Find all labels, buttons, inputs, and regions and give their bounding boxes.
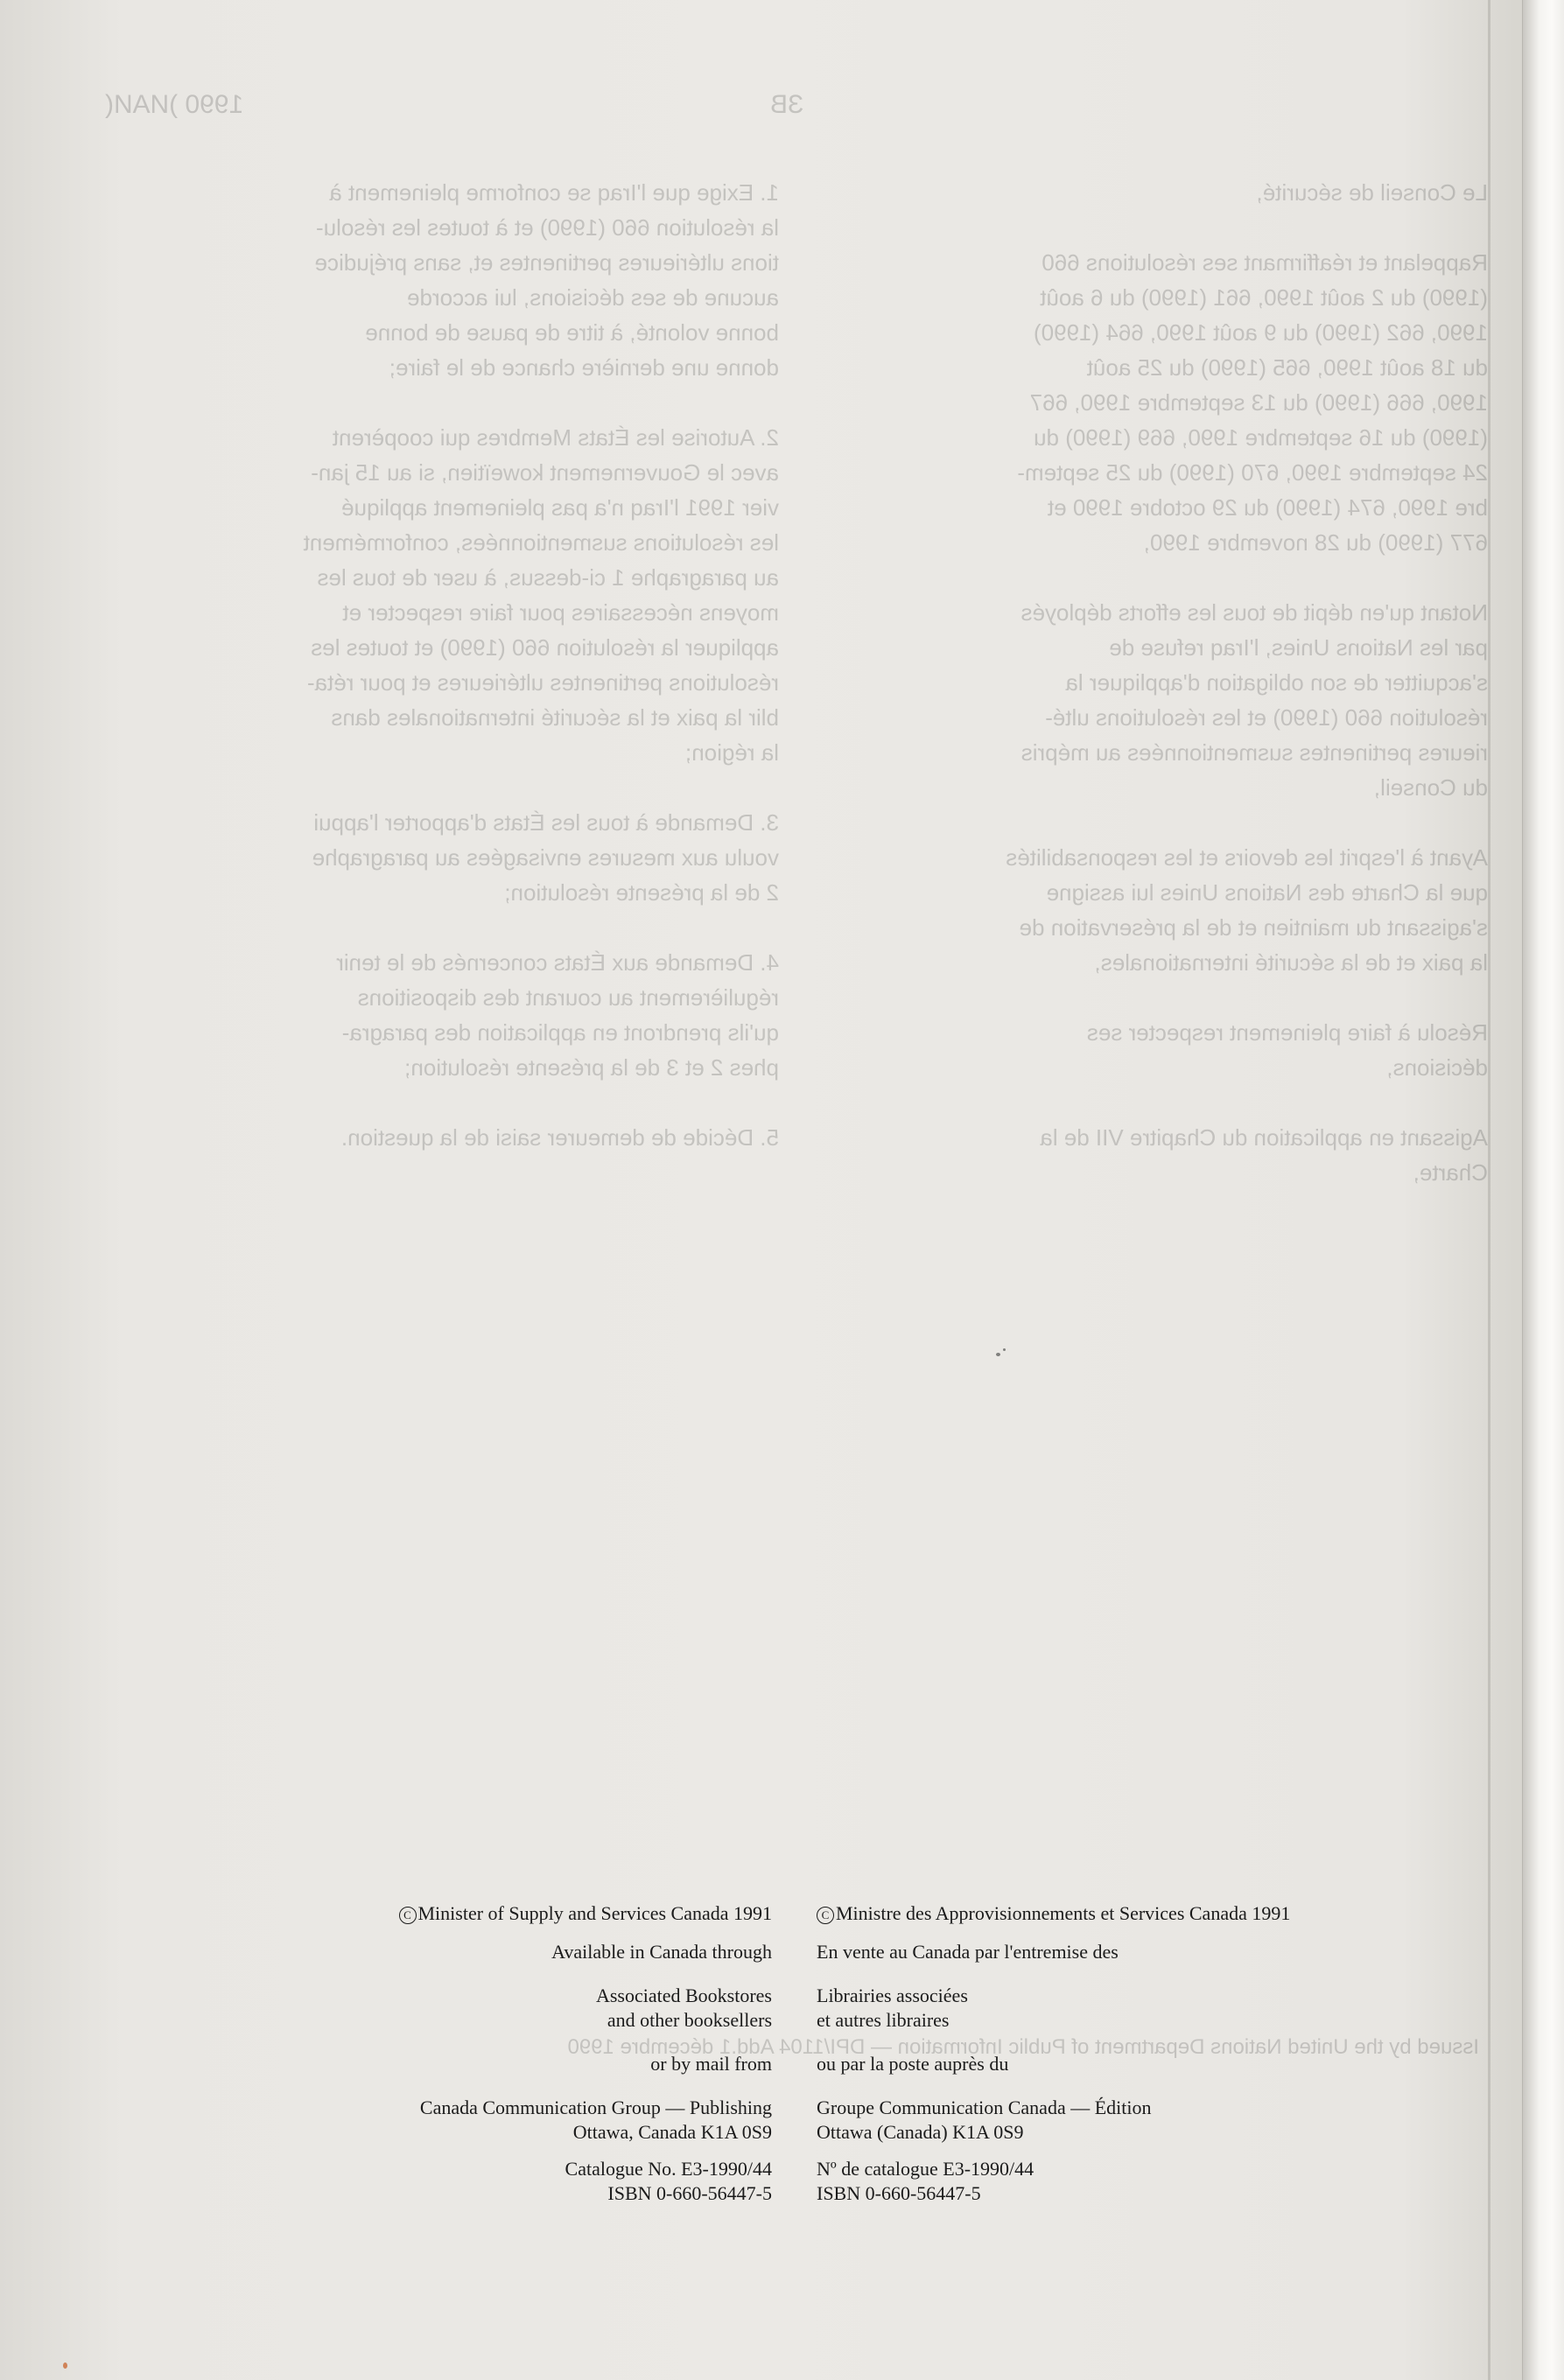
availability-line: En vente au Canada par l'entremise des	[817, 1941, 1119, 1963]
bleed-through-left-column: 1. Exige que l'Iraq se conforme pleinement à la résolution 660 (1990) et à toutes les résolu- tions ultérieures pertinentes et, sans préjudice aucune de ses décisions, lui accorde bonne volonté, à titre de pause de bonne donne une dernière chance de le faire; 2. Autorise les États Membres qui coopèrent avec le Gouvernement koweïtien, si au 15 jan- vier 1991 l'Iraq n'a pas pleinement appliqué les résolutions susmentionnées, conformément au paragraphe 1 ci-dessus, à user de tous les moyens nécessaires pour faire respecter et appliquer la résolution 660 (1990) et toutes les résolutions pertinentes ultérieures et pour réta- blir la paix et la sécurité internationales dans la région; 3. Demande à tous les États d'apporter l'appui voulu aux mesures envisagées au paragraphe 2 de la présente résolution; 4. Demande aux États concernés de le tenir régulièrement au courant des dispositions qu'ils prendront en application des paragra- phes 2 et 3 de la présente résolution; 5. Décide de demeurer saisi de la question.	[303, 179, 779, 1151]
address-line: Ottawa (Canada) K1A 0S9	[817, 2121, 1024, 2143]
mail-line: or by mail from	[650, 2053, 772, 2075]
bleed-through-page-number: ЗВ	[770, 90, 804, 119]
booksellers-line: and other booksellers	[607, 2009, 772, 2031]
imprint-english	[229, 1901, 772, 2206]
binding-edge	[1522, 0, 1564, 2380]
copyright-symbol: C	[399, 1907, 417, 1924]
bleed-through-year: 1990 )ИАИ(	[105, 90, 244, 119]
isbn-number: ISBN 0-660-56447-5	[817, 2182, 981, 2204]
bleed-through-footer: Issued by the United Nations Department of Public Information — DPI/1104 Add.1 décembre 1990	[567, 2035, 1479, 2059]
availability-line: Available in Canada through	[551, 1941, 772, 1963]
bookstores-line: Librairies associées	[817, 1984, 968, 2006]
copyright-symbol: C	[817, 1907, 834, 1924]
isbn-number: ISBN 0-660-56447-5	[607, 2182, 772, 2204]
imprint-french	[817, 1901, 1429, 2206]
paper-speck	[63, 2362, 67, 2369]
bookstores-line: Associated Bookstores	[595, 1984, 772, 2006]
address-line: Ottawa, Canada K1A 0S9	[572, 2121, 772, 2143]
copyright-text: Minister of Supply and Services Canada 1991	[417, 1902, 772, 1924]
bleed-through-right-column: Le Conseil de sécurité, Rappelant et réaffirmant ses résolutions 660 (1990) du 2 août 1990, 661 (1990) du 6 août 1990, 662 (1990) du 9 août 1990, 664 (1990) du 18 août 1990, 665 (1990) du 25 août 1990, 666 (1990) du 13 septembre 1990, 667 (1990) du 16 septembre 1990, 669 (1990) du 24 septembre 1990, 670 (1990) du 25 septem- bre 1990, 674 (1990) du 29 octobre 1990 et 677 (1990) du 28 novembre 1990, Notant qu'en dépit de tous les efforts déployés par les Nations Unies, l'Iraq refuse de s'acquitter de son obligation d'appliquer la résolution 660 (1990) et les résolutions ulté- rieures pertinentes susmentionnées au mépris du Conseil, Ayant à l'esprit les devoirs et les responsabilités que la Charte des Nations Unies lui assigne s'agissant du maintien et de la préservation de la paix et de la sécurité internationales, Résolu à faire pleinement respecter ses décisions, Agissant en application du Chapitre VII de la Charte,	[1006, 179, 1488, 1186]
catalogue-number: Nº de catalogue E3-1990/44	[817, 2158, 1034, 2180]
copyright-line	[817, 1901, 1429, 1926]
paper-speck	[996, 1353, 1000, 1356]
paper-speck	[1003, 1348, 1006, 1351]
copyright-text: Ministre des Approvisionnements et Services Canada 1991	[836, 1902, 1291, 1924]
publisher-line: Canada Communication Group — Publishing	[419, 2096, 772, 2118]
booksellers-line: et autres libraires	[817, 2009, 950, 2031]
publisher-line: Groupe Communication Canada — Édition	[817, 2096, 1152, 2118]
page-crease	[1488, 0, 1490, 2380]
mail-line: ou par la poste auprès du	[817, 2053, 1009, 2075]
copyright-line	[229, 1901, 772, 1926]
catalogue-number: Catalogue No. E3-1990/44	[565, 2158, 772, 2180]
